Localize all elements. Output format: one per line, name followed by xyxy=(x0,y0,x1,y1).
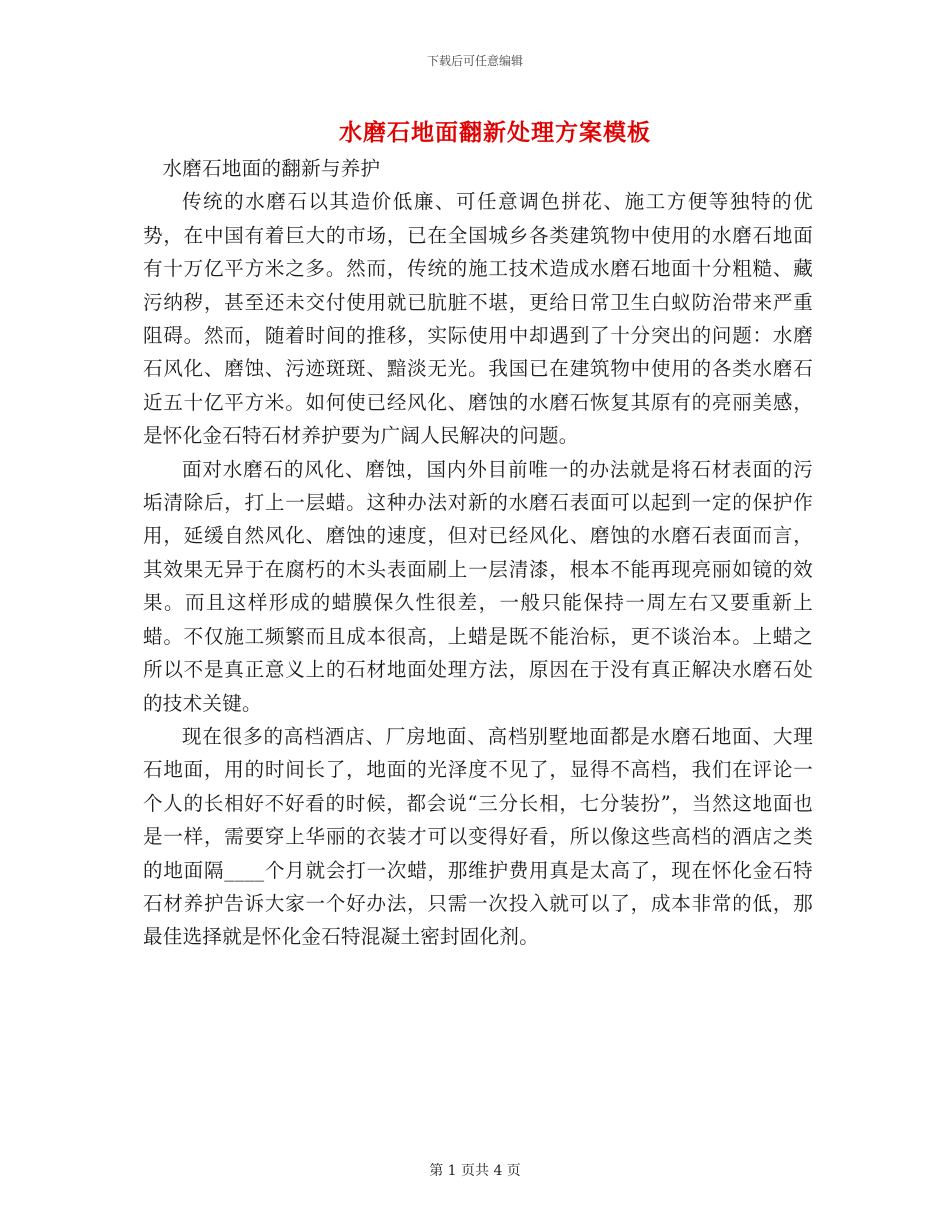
paragraph-1: 传统的水磨石以其造价低廉、可任意调色拼花、施工方便等独特的优势，在中国有着巨大的市场，已在全国城乡各类建筑物中使用的水磨石地面有十万亿平方米之多。然而，传统的施工技术造成水磨石地面十分粗糙、藏污纳秽，甚至还未交付使用就已肮脏不堪，更给日常卫生白蚁防治带来严重阻碍。然而，随着时间的推移，实际使用中却遇到了十分突出的问题：水磨石风化、磨蚀、污迹斑斑、黯淡无光。我国已在建筑物中使用的各类水磨石近五十亿平方米。如何使已经风化、磨蚀的水磨石恢复其原有的亮丽美感，是怀化金石特石材养护要为广阔人民解决的问题。 xyxy=(143,190,813,448)
paragraph-2: 面对水磨石的风化、磨蚀，国内外目前唯一的办法就是将石材表面的污垢清除后，打上一层蜡。这种办法对新的水磨石表面可以起到一定的保护作用，延缓自然风化、磨蚀的速度，但对已经风化、磨蚀的水磨石表面而言，其效果无异于在腐朽的木头表面刷上一层清漆，根本不能再现亮丽如镜的效果。而且这样形成的蜡膜保久性很差，一般只能保持一周左右又要重新上蜡。不仅施工频繁而且成本很高，上蜡是既不能治标，更不谈治本。上蜡之所以不是真正意义上的石材地面处理方法，原因在于没有真正解决水磨石处的技术关键。 xyxy=(143,457,813,715)
header-note: 下载后可任意编辑 xyxy=(426,54,523,68)
document-title: 水磨石地面翻新处理方案模板 xyxy=(339,119,651,146)
document-body xyxy=(143,152,813,954)
page-number-footer: 第 1 页共 4 页 xyxy=(429,1163,521,1179)
paragraph-3: 现在很多的高档酒店、厂房地面、高档别墅地面都是水磨石地面、大理石地面，用的时间长了，地面的光泽度不见了，显得不高档，我们在评论一个人的长相好不好看的时候，都会说“三分长相，七分装扮”，当然这地面也是一样，需要穿上华丽的衣装才可以变得好看，所以像这些高档的酒店之类的地面隔____个月就会打一次蜡，那维护费用真是太高了，现在怀化金石特石材养护告诉大家一个好办法，只需一次投入就可以了，成本非常的低，那最佳选择就是怀化金石特混凝土密封固化剂。 xyxy=(143,724,813,949)
document-subtitle: 水磨石地面的翻新与养护 xyxy=(162,157,381,180)
